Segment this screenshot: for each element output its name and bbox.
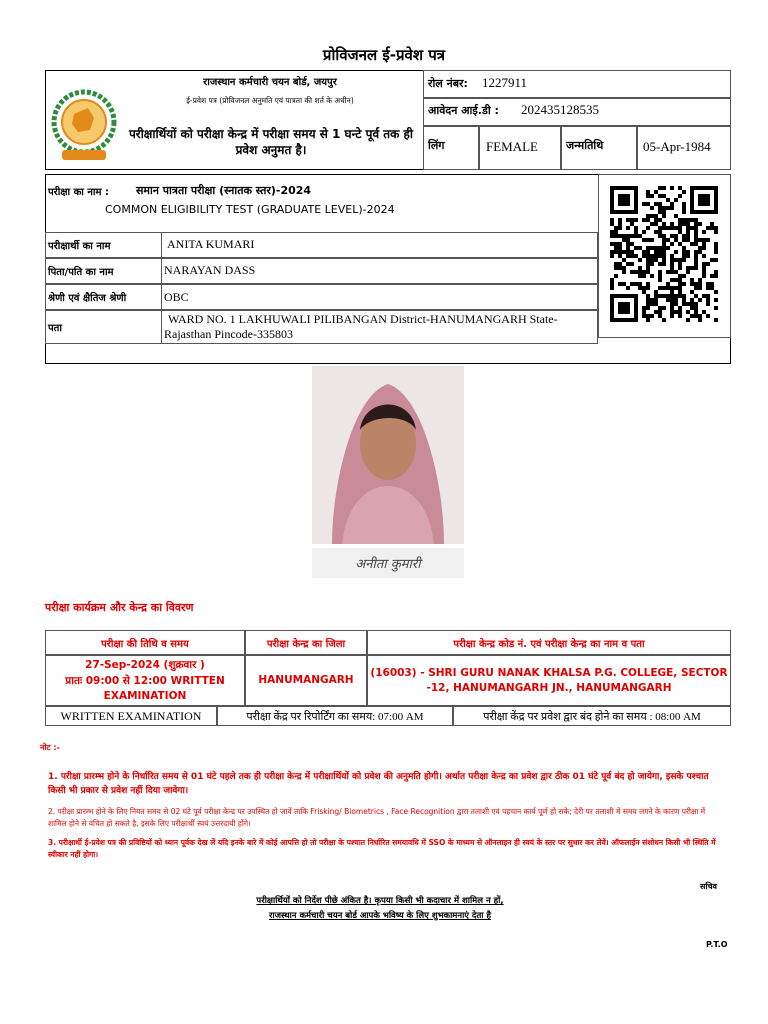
notes-label: नोट :-: [40, 743, 60, 752]
entry-notice: परीक्षार्थियों को परीक्षा केन्द्र में परीक्षा समय से 1 घन्टे पूर्व तक ही प्रवेश अनुमत है।: [128, 127, 414, 157]
name-value: ANITA KUMARI: [167, 237, 255, 251]
address-label: पता: [48, 323, 62, 334]
exam-mode: WRITTEN EXAMINATION: [60, 709, 202, 723]
name-label: परीक्षार्थी का नाम: [48, 241, 111, 252]
exam-name-english: COMMON ELIGIBILITY TEST (GRADUATE LEVEL)-2024: [105, 203, 395, 216]
exam-label: परीक्षा का नाम :: [48, 187, 109, 198]
gate-close-time: परीक्षा केंद्र पर प्रवेश द्वार बंद होने का समय : 08:00 AM: [483, 711, 701, 723]
exam-time: प्रातः 09:00 से 12:00 WRITTEN EXAMINATION: [65, 675, 225, 702]
app-label: आवेदन आई.डी :: [428, 104, 499, 117]
header-subtitle: ई-प्रवेश पत्र (प्रोविजनल अनुमति एवं पात्रता की शर्त के अधीन): [186, 96, 354, 105]
candidate-signature: अनीता कुमारी: [355, 557, 421, 572]
exam-district: HANUMANGARH: [258, 674, 354, 686]
page-title: प्रोविजनल ई-प्रवेश पत्र: [322, 46, 446, 64]
schedule-section-title: परीक्षा कार्यक्रम और केन्द्र का विवरण: [45, 601, 194, 614]
note-2: 2. परीक्षा प्रारम्भ होने के लिए नियत समय से 02 घंटे पूर्व परीक्षा केन्द्र पर उपस्थित हो जावें ताकि Frisking/ Biometrics , Face Recognition द्वारा तलाशी एवं पहचान कार्य पूर्ण हो सके; देरी पर तलाशी में समय लगने के कारण परीक्षा में शामिल होने से वंचित हो सकते है, इसके लिए परीक्षार्थी स्वयं उत्तरदायी होंगे।: [48, 807, 706, 828]
board-name: राजस्थान कर्मचारी चयन बोर्ड, जयपुर: [203, 77, 337, 88]
address-value: WARD NO. 1 LAKHUWALI PILIBANGAN District-HANUMANGARH State-Rajasthan Pincode-335803: [164, 312, 558, 341]
pto-label: P.T.O: [706, 940, 728, 949]
roll-value: 1227911: [482, 75, 528, 90]
col3-header: परीक्षा केन्द्र कोड नं. एवं परीक्षा केन्द्र का नाम व पता: [453, 639, 645, 650]
father-value: NARAYAN DASS: [164, 263, 256, 277]
roll-label: रोल नंबर:: [428, 77, 468, 90]
gender-label: लिंग: [428, 139, 445, 152]
exam-centre: (16003) - SHRI GURU NANAK KHALSA P.G. COLLEGE, SECTOR -12, HANUMANGARH JN., HANUMANGARH: [370, 667, 728, 694]
exam-date: 27-Sep-2024 (शुक्रवार ): [85, 659, 205, 671]
col1-header: परीक्षा की तिथि व समय: [101, 639, 189, 650]
roll-number-cell: [423, 70, 731, 98]
gender-value: FEMALE: [486, 139, 538, 154]
secretary-label: सचिव: [700, 882, 718, 891]
category-label: श्रेणी एवं क्षैतिज श्रेणी: [48, 293, 127, 304]
address-label-cell: [45, 310, 162, 344]
footer-line-2: राजस्थान कर्मचारी चयन बोर्ड आपके भविष्य के लिए शुभकामनाएं देता है: [269, 911, 491, 921]
rssb-logo: [48, 84, 120, 164]
reporting-time: परीक्षा केंद्र पर रिपोर्टिंग का समय: 07:00 AM: [246, 711, 424, 723]
note-3: 3. परीक्षार्थी ई-प्रवेश पत्र की प्रविष्टियों को ध्यान पूर्वक देख लें यदि इनके बारे में कोई आपत्ति हो तो परीक्षा के पश्चात निर्धारित समयावधि में SSO के माध्यम से ऑनलाइन ही स्वयं के स्तर पर सुधार कर लेवें। ऑफलाईन संशोधन किसी भी स्थिति में स्वीकार नहीं होगा।: [48, 838, 716, 859]
dob-value: 05-Apr-1984: [643, 139, 711, 154]
exam-name-hindi: समान पात्रता परीक्षा (स्नातक स्तर)-2024: [136, 184, 312, 197]
app-value: 202435128535: [521, 102, 599, 117]
note-1: 1. परीक्षा प्रारम्भ होने के निर्धारित समय से 01 घंटे पहले तक ही परीक्षा केन्द्र में परीक्षार्थियों को प्रवेश की अनुमति होगी। अर्थात परीक्षा केन्द्र का प्रवेश द्वार ठीक 01 घंटे पूर्व बंद हो जायेगा, इसके पश्चात किसी भी प्रकार से प्रवेश नहीं दिया जावेगा।: [48, 772, 709, 796]
qr-code: [610, 186, 720, 326]
dob-label: जन्मतिथि: [566, 139, 604, 152]
candidate-photo: [312, 366, 464, 544]
footer-line-1: परीक्षार्थियों को निर्देश पीछे अंकित है। कृपया किसी भी कदाचार में शामिल न हों,: [256, 896, 504, 906]
category-value: OBC: [164, 290, 189, 304]
father-label: पिता/पति का नाम: [48, 267, 114, 278]
col2-header: परीक्षा केन्द्र का जिला: [266, 639, 346, 650]
